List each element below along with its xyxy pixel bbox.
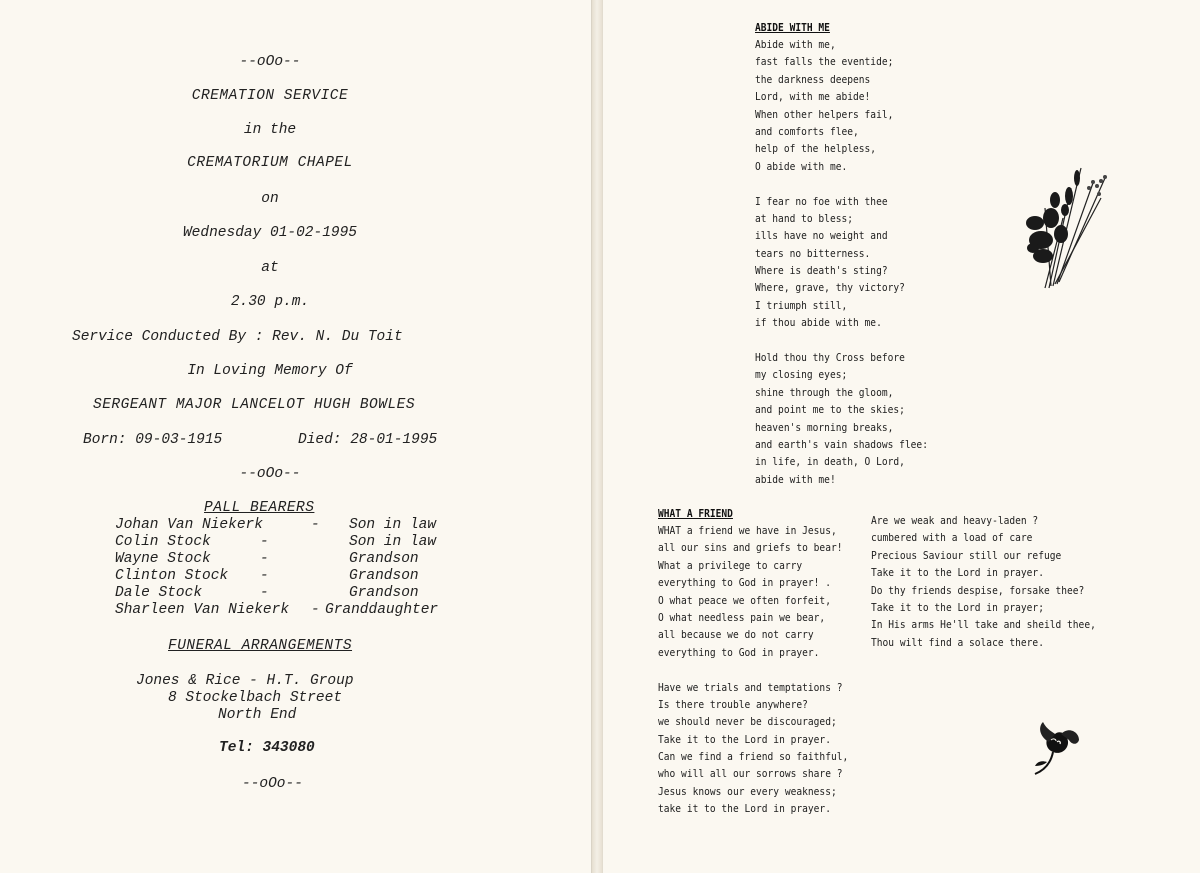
deceased-name: SERGEANT MAJOR LANCELOT HUGH BOWLES: [93, 397, 416, 413]
hymn-line: abide with me!: [755, 473, 836, 486]
hymn-line: fast falls the eventide;: [755, 56, 894, 69]
hymn-line: In His arms He'll take and sheild thee,: [871, 619, 1096, 632]
hymn-line: we should never be discouraged;: [658, 716, 837, 729]
hymn-line: Is there trouble anywhere?: [658, 698, 808, 711]
hymn-line: Thou wilt find a solace there.: [871, 636, 1044, 649]
hymn-line: all our sins and griefs to bear!: [658, 542, 843, 555]
hymn-line: and comforts flee,: [755, 125, 859, 138]
telephone: Tel: 343080: [219, 740, 315, 756]
hymn-line: heaven's morning breaks,: [755, 421, 894, 434]
hymn-line: O what peace we often forfeit,: [658, 594, 831, 607]
abide-with-me-lyrics: [755, 37, 928, 489]
hymn-line: at hand to bless;: [755, 212, 854, 225]
hymn-line: and earth's vain shadows flee:: [755, 438, 928, 451]
hymn-line: Take it to the Lord in prayer.: [658, 733, 831, 746]
hymn-line: help of the helpless,: [755, 143, 877, 156]
rose-icon: [1027, 712, 1087, 778]
funeral-arrangements-heading: FUNERAL ARRANGEMENTS: [168, 638, 353, 654]
what-a-friend-column-2: [871, 513, 1096, 652]
hymn-line: in life, in death, O Lord,: [755, 456, 905, 469]
hymn-line: Hold thou thy Cross before: [755, 352, 905, 365]
pall-bearers-heading: PALL BEARERS: [204, 500, 315, 516]
funeral-director: Jones & Rice - H.T. Group: [136, 673, 354, 689]
hymn-line: if thou abide with me.: [755, 317, 882, 330]
in-the-text: in the: [243, 122, 297, 138]
hymn-line: everything to God in prayer.: [658, 646, 820, 659]
hymn-line: all because we do not carry: [658, 629, 814, 642]
hymn-line: Have we trials and temptations ?: [658, 681, 843, 694]
abide-with-me-title: ABIDE WITH ME: [755, 22, 830, 34]
hymn-line: Take it to the Lord in prayer.: [871, 567, 1044, 580]
what-a-friend-title: WHAT A FRIEND: [658, 508, 733, 520]
hymn-line: Precious Saviour still our refuge: [871, 549, 1062, 562]
hymn-line: WHAT a friend we have in Jesus,: [658, 525, 837, 537]
hymn-line: the darkness deepens: [755, 73, 871, 86]
hymn-line: O abide with me.: [755, 160, 848, 173]
hymn-line: Where is death's sting?: [755, 265, 888, 278]
hymn-line: cumbered with a load of care: [871, 532, 1033, 545]
hymn-line: Jesus knows our every weakness;: [658, 785, 837, 798]
separator-bottom: --oOo--: [242, 776, 303, 792]
hymn-line: my closing eyes;: [755, 369, 848, 382]
hymn-line: Take it to the Lord in prayer;: [871, 601, 1044, 614]
funeral-address: 8 Stockelbach Street: [168, 690, 343, 706]
separator-top: --oOo--: [239, 54, 301, 70]
hymn-line: ills have no weight and: [755, 230, 888, 243]
on-text: on: [261, 191, 279, 207]
hymn-line: who will all our sorrows share ?: [658, 768, 843, 781]
service-time: 2.30 p.m.: [230, 294, 310, 310]
hymn-line: Are we weak and heavy-laden ?: [871, 515, 1039, 527]
at-text: at: [261, 260, 279, 276]
hymn-line: tears no bitterness.: [755, 247, 871, 260]
died-date: Died: 28-01-1995: [298, 432, 438, 448]
right-page: [602, 0, 1200, 873]
hymn-line: shine through the gloom,: [755, 386, 894, 399]
service-date: Wednesday 01-02-1995: [182, 225, 358, 241]
hymn-line: I triumph still,: [755, 299, 848, 312]
funeral-suburb: North End: [218, 707, 297, 723]
hymn-line: Do thy friends despise, forsake thee?: [871, 584, 1085, 597]
flower-bouquet-icon: [1015, 148, 1115, 294]
born-date: Born: 09-03-1915: [83, 432, 223, 448]
stanza-break: [658, 662, 848, 679]
stanza-break: [755, 176, 928, 193]
in-memory-of: In Loving Memory Of: [187, 363, 353, 379]
hymn-line: O what needless pain we bear,: [658, 611, 826, 624]
hymn-line: I fear no foe with thee: [755, 195, 888, 208]
hymn-line: and point me to the skies;: [755, 404, 905, 417]
hymn-line: Can we find a friend so faithful,: [658, 751, 849, 764]
hymn-line: When other helpers fail,: [755, 108, 894, 121]
left-page: --oOo-- CREMATION SERVICE in the CREMATORIUM CHAPEL on Wednesday 01-02-1995 at 2.30 p.m. Service Conducted By : Rev. N. Du Toit In Loving Memory Of SERGEANT MAJOR LANCELOT HUGH BOWLES Born: 09-03-1915 Died: 28-01-1995 --oOo-- PALL BEARERS Johan Van Niekerk - Son in law Colin Stock - Son in law Wayne Stock - Grandson Clinton Stock - Grandson Dale Stock - Grandson Sharleen Van Niekerk - Granddaughter FUNERAL ARRANGEMENTS Jones & Rice - H.T. Group 8 Stockelbach Street North End Tel: 343080 --oOo--: [0, 0, 592, 873]
hymn-line: Where, grave, thy victory?: [755, 282, 905, 295]
hymn-line: Lord, with me abide!: [755, 91, 871, 104]
hymn-line: What a privilege to carry: [658, 559, 803, 572]
what-a-friend-column-1: [658, 523, 848, 819]
chapel-name: CREMATORIUM CHAPEL: [187, 155, 353, 171]
hymn-line: everything to God in prayer! .: [658, 577, 831, 590]
page-fold: [592, 0, 602, 873]
service-title: CREMATION SERVICE: [191, 88, 349, 104]
hymn-line: Abide with me,: [755, 39, 836, 51]
conducted-by: Service Conducted By : Rev. N. Du Toit: [72, 329, 403, 345]
stanza-break: [755, 333, 928, 350]
hymn-line: take it to the Lord in prayer.: [658, 803, 831, 816]
separator-middle: --oOo--: [239, 466, 301, 482]
